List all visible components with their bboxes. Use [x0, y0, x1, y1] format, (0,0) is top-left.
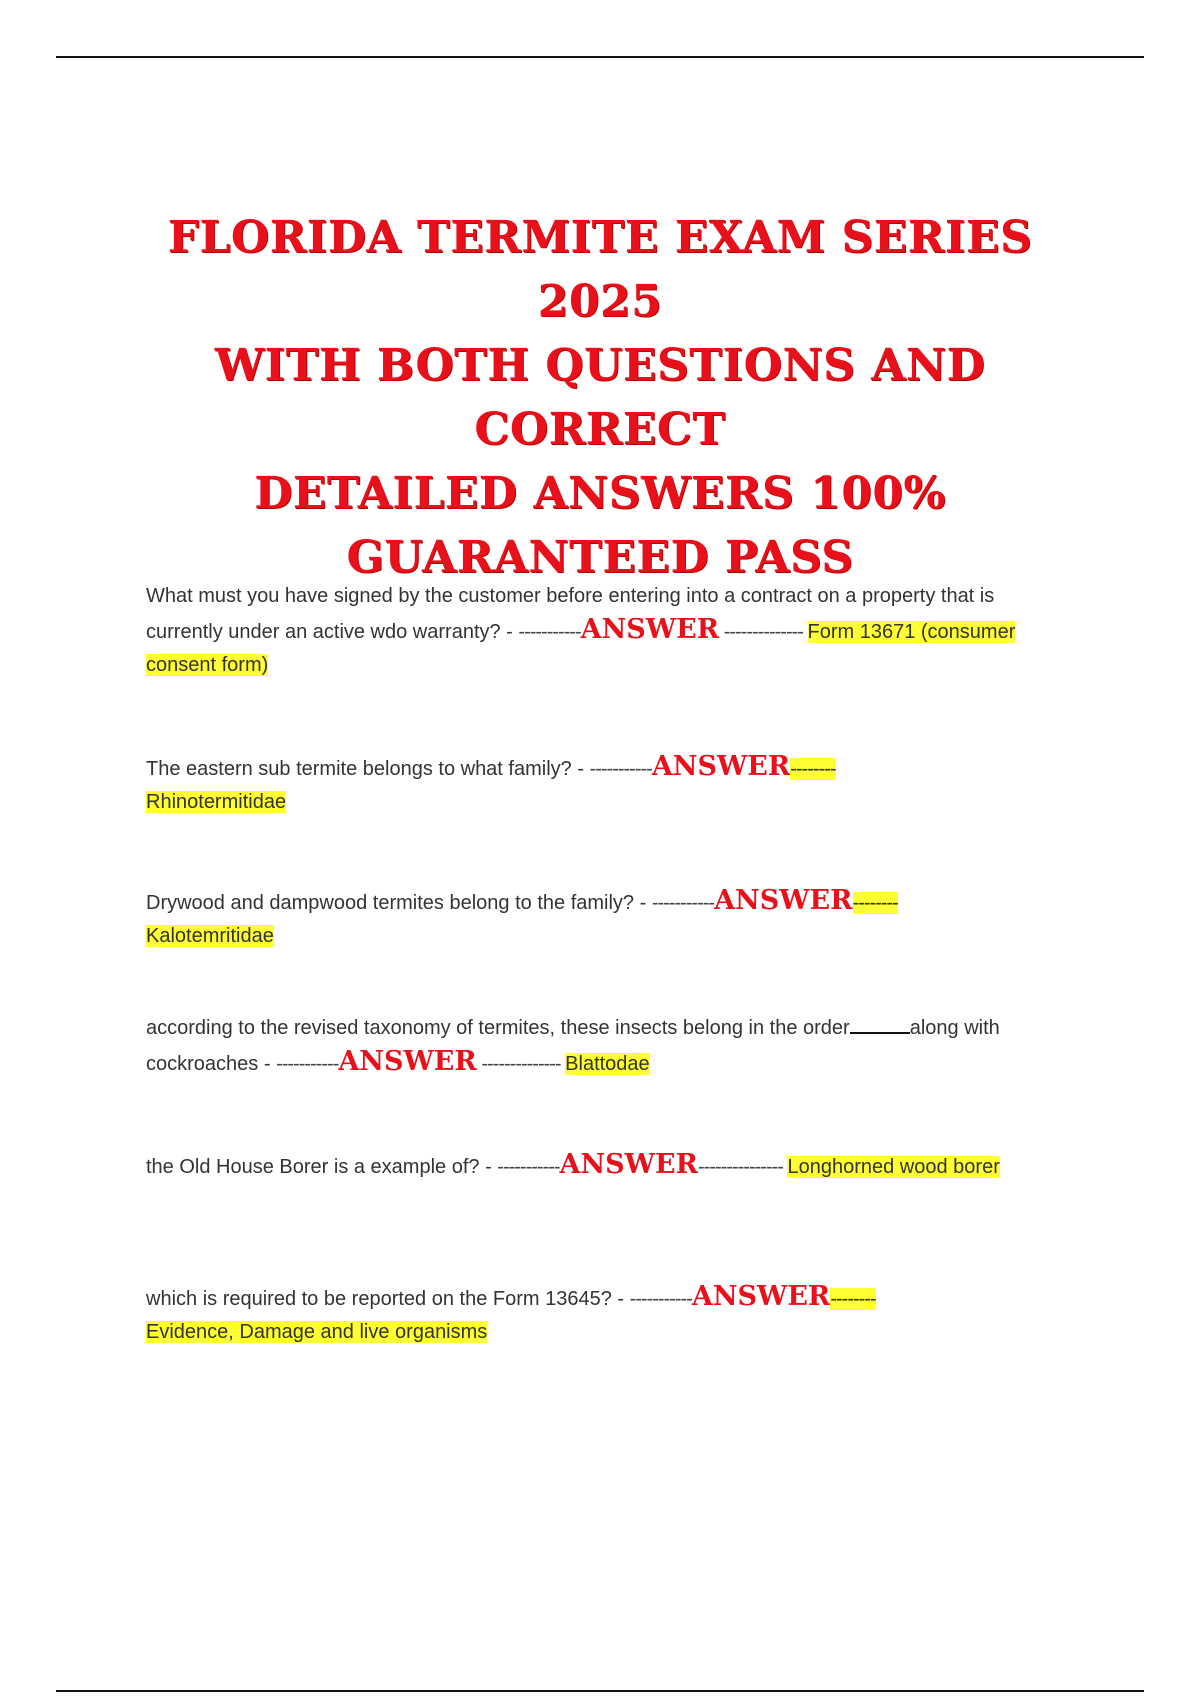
answer-keyword: ANSWER: [559, 1149, 699, 1180]
answer-text: Longhorned wood borer: [787, 1156, 1000, 1178]
qa-item-3: [146, 884, 1046, 953]
question-text: Drywood and dampwood termites belong to the family? -: [146, 892, 652, 914]
answer-keyword: ANSWER: [691, 1281, 831, 1312]
answer-separator: --------: [790, 758, 836, 780]
answer-separator: -----------: [276, 1053, 339, 1075]
header-rule: [56, 56, 1144, 58]
answer-separator: -----------: [518, 621, 581, 643]
answer-text: Rhinotermitidae: [146, 791, 287, 813]
answer-separator: --------: [852, 892, 898, 914]
answer-text: Kalotemritidae: [146, 925, 274, 947]
answer-keyword: ANSWER: [580, 614, 720, 645]
title-line-4: GUARANTEED PASS: [346, 532, 854, 583]
fill-in-blank: [850, 1016, 910, 1034]
question-text: according to the revised taxonomy of termites, these insects belong in the order: [146, 1017, 850, 1039]
answer-keyword: ANSWER: [714, 885, 853, 916]
answer-text: Form 13671 (consumer consent form): [146, 621, 1016, 676]
answer-separator: --------: [830, 1288, 876, 1310]
question-text-continued: along with cockroaches -: [146, 1017, 1000, 1075]
answer-separator: ---------------: [698, 1156, 788, 1178]
title-line-3: DETAILED ANSWERS 100%: [254, 468, 946, 519]
answer-separator: --------------: [719, 621, 808, 643]
qa-item-1: [146, 580, 1046, 682]
answer-separator: -----------: [629, 1288, 692, 1310]
question-text: The eastern sub termite belongs to what family? -: [146, 758, 590, 780]
title-line-2: WITH BOTH QUESTIONS AND CORRECT: [214, 340, 986, 455]
qa-item-6: [146, 1280, 1046, 1349]
qa-item-2: [146, 750, 1046, 819]
qa-item-5: [146, 1148, 1046, 1184]
question-text: which is required to be reported on the Form 13645? -: [146, 1288, 630, 1310]
qa-item-4: [146, 1012, 1046, 1081]
answer-text: Evidence, Damage and live organisms: [146, 1321, 488, 1343]
answer-separator: -----------: [497, 1156, 560, 1178]
answer-separator: --------------: [476, 1053, 566, 1075]
answer-keyword: ANSWER: [338, 1046, 477, 1077]
document-title: [150, 206, 1050, 590]
answer-separator: -----------: [651, 892, 715, 914]
title-line-1: FLORIDA TERMITE EXAM SERIES 2025: [167, 212, 1033, 327]
answer-keyword: ANSWER: [651, 751, 791, 782]
footer-rule: [56, 1690, 1144, 1692]
question-text: What must you have signed by the customer before entering into a contract on a property that is currently under an active wdo warranty? -: [146, 585, 995, 643]
question-text: the Old House Borer is a example of? -: [146, 1156, 498, 1178]
answer-text: Blattodae: [565, 1053, 650, 1075]
answer-separator: -----------: [589, 758, 652, 780]
